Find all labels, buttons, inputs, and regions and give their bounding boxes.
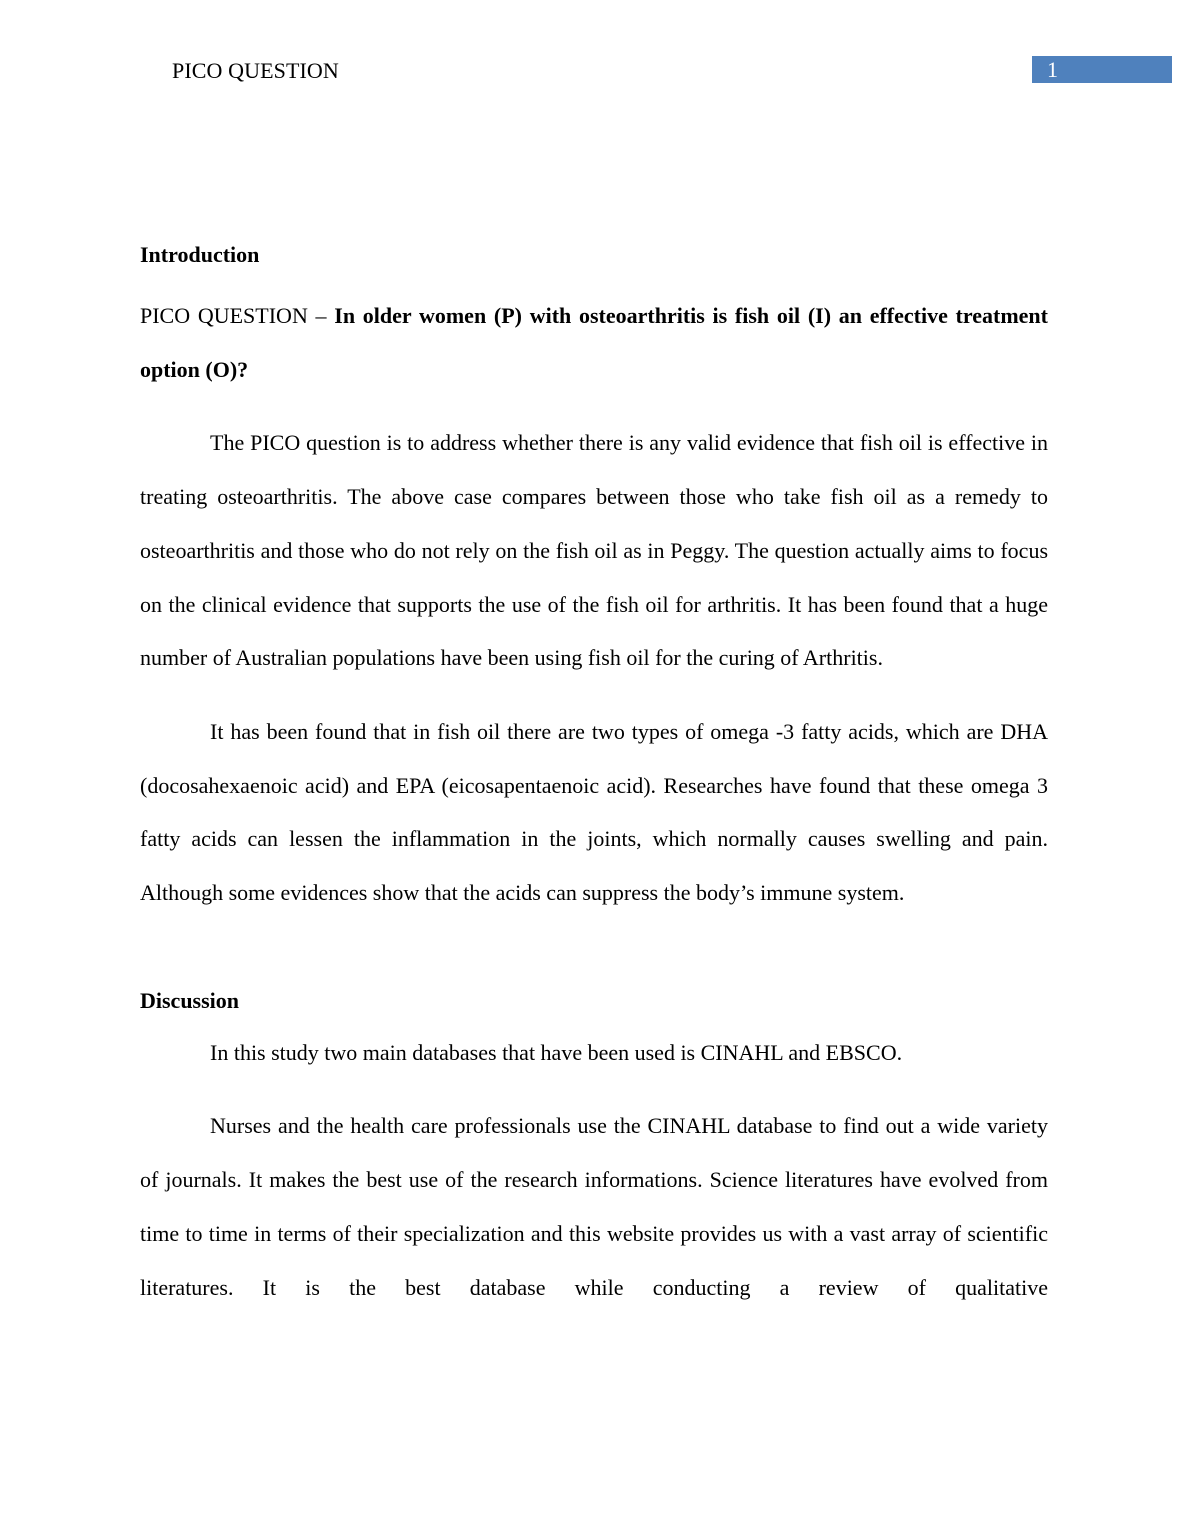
- discussion-paragraph-2: Nurses and the health care professionals use the CINAHL database to find out a wide variety of journals. It makes the best use of the research informations. Science literatures have evolved from time to time in terms of their specialization and this website provides us with a vast array of scientific literatures. It is the best database while conducting a review of qualitative: [140, 1113, 1048, 1300]
- discussion-heading: Discussion: [140, 987, 240, 1013]
- pico-label: PICO QUESTION –: [140, 303, 335, 328]
- running-header-title: PICO QUESTION: [172, 58, 339, 83]
- document-body: [140, 237, 1048, 1314]
- pico-question-paragraph: [140, 289, 1048, 396]
- discussion-paragraph-1: In this study two main databases that have been used is CINAHL and EBSCO.: [210, 1039, 903, 1065]
- intro-paragraph-2: It has been found that in fish oil there are two types of omega -3 fatty acids, which are DHA (docosahexaenoic acid) and EPA (eicosapentaenoic acid). Researches have found that these omega 3 fatty acids can lessen the inflammation in the joints, which normally causes swelling and pain. Although some evidences show that the acids can suppress the body’s immune system.: [140, 718, 1048, 906]
- introduction-heading: Introduction: [140, 242, 260, 267]
- pico-question: In older women (P) with osteoarthritis is fish oil (I) an effective treatment option (O)?: [140, 303, 1048, 382]
- page-number-badge: [1032, 56, 1172, 83]
- intro-paragraph-1: The PICO question is to address whether there is any valid evidence that fish oil is effective in treating osteoarthritis. The above case compares between those who take fish oil as a remedy to osteoarthritis and those who do not rely on the fish oil as in Peggy. The question actually aims to focus on the clinical evidence that supports the use of the fish oil for arthritis. It has been found that a huge number of Australian populations have been using fish oil for the curing of Arthritis.: [140, 430, 1048, 671]
- page-number: 1: [1047, 57, 1058, 82]
